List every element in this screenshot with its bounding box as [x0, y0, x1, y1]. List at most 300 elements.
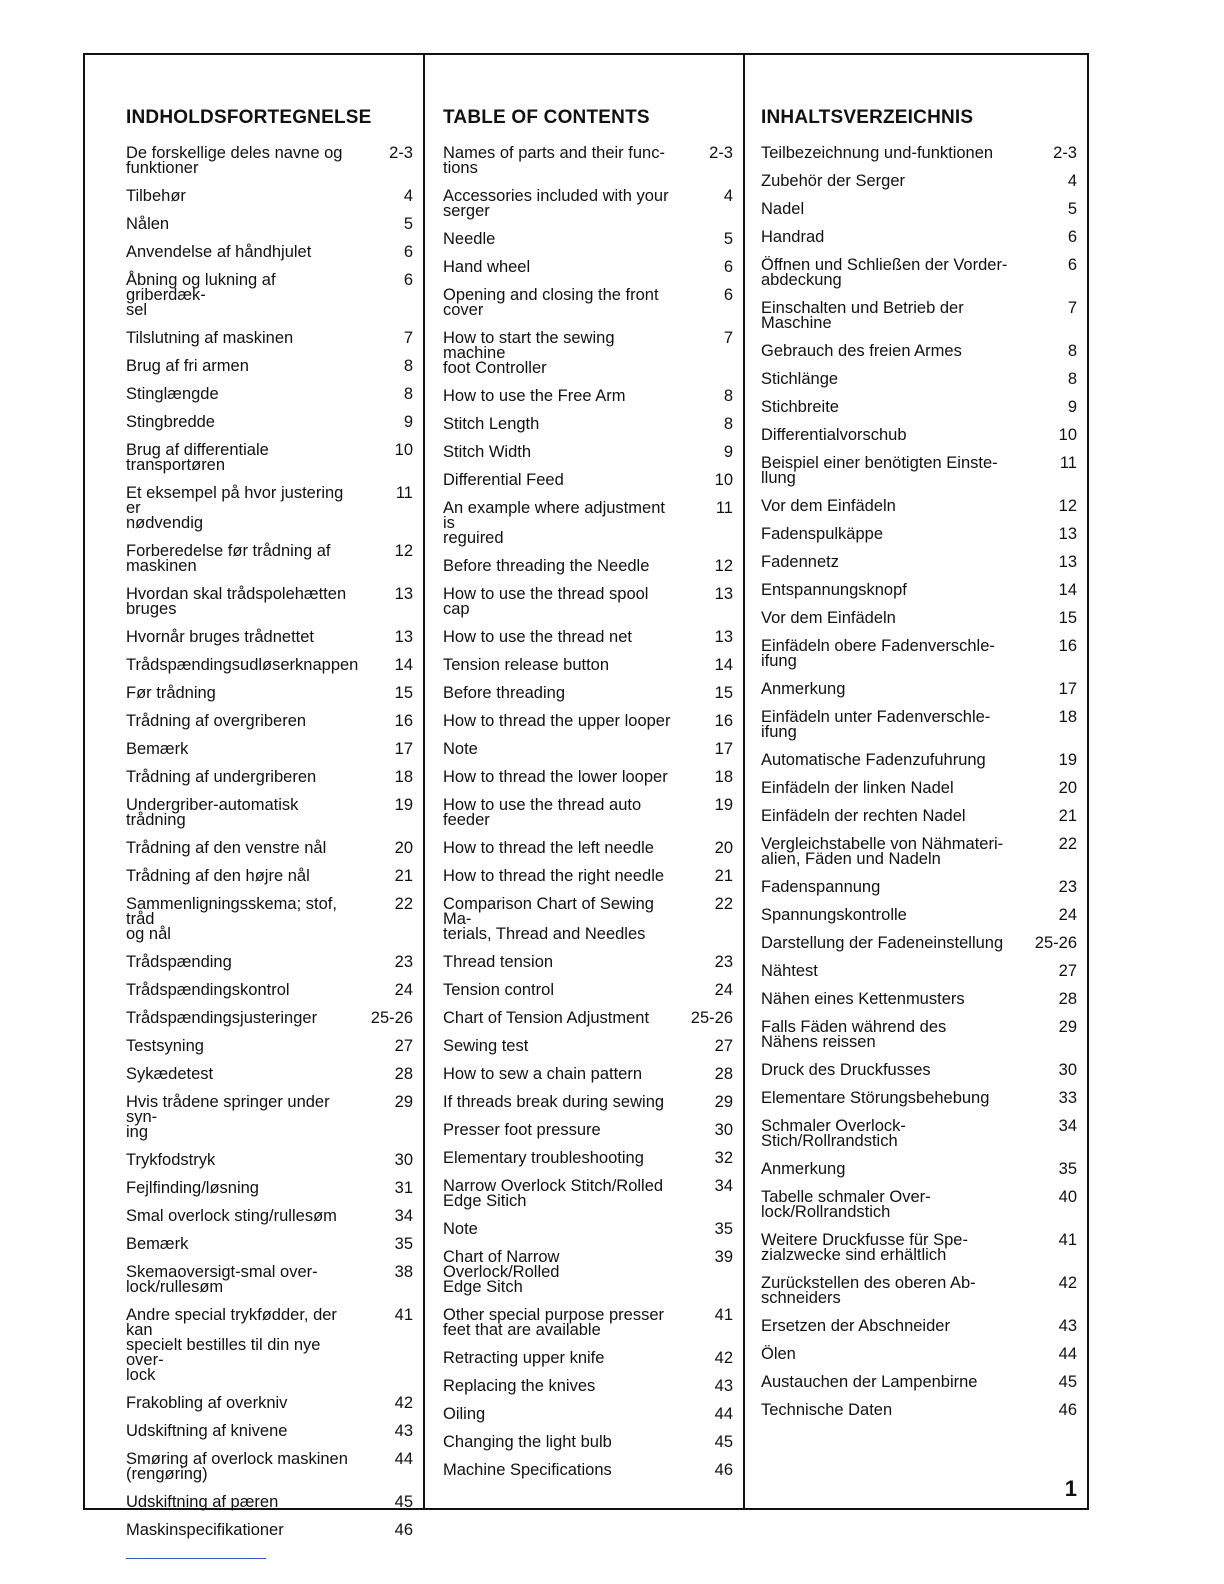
toc-column-german — [745, 55, 1087, 1508]
column-title: TABLE OF CONTENTS — [443, 107, 650, 128]
toc-entry-page: 8 — [723, 387, 733, 405]
toc-entry — [443, 1301, 733, 1344]
toc-entry-title: Trådspænding — [126, 953, 232, 971]
toc-entry-title: Oiling — [443, 1405, 486, 1423]
toc-entry — [443, 225, 733, 253]
toc-entry-page: 8 — [403, 357, 413, 375]
toc-entry-page: 34 — [394, 1207, 413, 1225]
footer-rule — [126, 1558, 266, 1559]
toc-entry-page: 13 — [714, 585, 733, 603]
toc-entry-title: Smøring af overlock maskinen (rengøring) — [126, 1450, 348, 1483]
toc-entry-title: Chart of Narrow Overlock/Rolled Edge Sitch — [443, 1248, 560, 1296]
toc-entry-title: Technische Daten — [761, 1401, 893, 1419]
toc-entry — [761, 873, 1077, 901]
toc-column-english — [425, 55, 745, 1508]
toc-entry — [443, 552, 733, 580]
toc-entry — [126, 1258, 413, 1301]
toc-entry-title: Einfädeln obere Fadenverschle- ifung — [761, 637, 995, 670]
toc-entry-page: 41 — [1058, 1231, 1077, 1249]
toc-entry-title: Retracting upper knife — [443, 1349, 605, 1367]
toc-entry — [126, 679, 413, 707]
toc-entry — [443, 791, 733, 834]
toc-entry-title: Handrad — [761, 228, 825, 246]
toc-entry — [126, 651, 413, 679]
toc-entry-title: Schmaler Overlock- Stich/Rollrandstich — [761, 1117, 906, 1150]
column-title: INHALTSVERZEICHNIS — [761, 107, 974, 128]
toc-entry-title: Trådning af den venstre nål — [126, 839, 327, 857]
toc-entry — [126, 324, 413, 352]
toc-entry-title: Zubehör der Serger — [761, 172, 905, 190]
toc-entry-page: 16 — [394, 712, 413, 730]
toc-entry-page: 2-3 — [389, 144, 413, 162]
toc-entry-page: 29 — [394, 1093, 413, 1111]
toc-entry — [126, 1146, 413, 1174]
toc-entry — [126, 1004, 413, 1032]
toc-entry — [443, 580, 733, 623]
toc-entry — [443, 1032, 733, 1060]
toc-entry-title: Hand wheel — [443, 258, 531, 276]
toc-entry — [126, 1516, 413, 1544]
toc-entry-title: Før trådning — [126, 684, 216, 702]
toc-entry-title: Comparison Chart of Sewing Ma- terials, Thread and Needles — [443, 895, 654, 943]
toc-entry-page: 11 — [715, 499, 733, 517]
toc-entry — [126, 352, 413, 380]
toc-entry — [761, 223, 1077, 251]
toc-entry-title: Chart of Tension Adjustment — [443, 1009, 650, 1027]
toc-entry — [761, 139, 1077, 167]
toc-entry-page: 17 — [394, 740, 413, 758]
toc-entry-page: 28 — [714, 1065, 733, 1083]
toc-entry-page: 20 — [394, 839, 413, 857]
toc-entry — [443, 1372, 733, 1400]
toc-entry — [443, 182, 733, 225]
toc-entry — [761, 393, 1077, 421]
toc-entry-page: 16 — [714, 712, 733, 730]
toc-entry-title: Presser foot pressure — [443, 1121, 601, 1139]
toc-entry-title: Forberedelse før trådning af maskinen — [126, 542, 331, 575]
toc-entry-page: 25-26 — [370, 1009, 413, 1027]
toc-entry-title: Before threading — [443, 684, 566, 702]
toc-entry — [443, 139, 733, 182]
toc-entry — [761, 802, 1077, 830]
toc-entry-page: 14 — [714, 656, 733, 674]
toc-entry — [443, 253, 733, 281]
toc-entry-title: Entspannungsknopf — [761, 581, 907, 599]
toc-entry-title: Maskinspecifikationer — [126, 1521, 284, 1539]
toc-entry-page: 4 — [1067, 172, 1077, 190]
toc-entry — [761, 1056, 1077, 1084]
toc-entry-title: How to sew a chain pattern — [443, 1065, 643, 1083]
toc-entry-page: 12 — [714, 557, 733, 575]
toc-entry-page: 17 — [1058, 680, 1077, 698]
toc-entry-title: Anvendelse af håndhjulet — [126, 243, 312, 261]
toc-entry-page: 21 — [394, 867, 413, 885]
toc-entry-page: 35 — [394, 1235, 413, 1253]
toc-entry-title: Sykædetest — [126, 1065, 214, 1083]
toc-entry-title: Brug af differentiale transportøren — [126, 441, 269, 474]
toc-entry-page: 10 — [1058, 426, 1077, 444]
toc-entry-page: 23 — [1058, 878, 1077, 896]
toc-entry — [761, 195, 1077, 223]
toc-entry — [443, 707, 733, 735]
toc-entry — [443, 948, 733, 976]
toc-entry-page: 25-26 — [1034, 934, 1077, 952]
toc-entry-page: 6 — [403, 243, 413, 261]
toc-entry-page: 22 — [394, 895, 413, 913]
toc-entry-page: 46 — [714, 1461, 733, 1479]
toc-entry-page: 24 — [394, 981, 413, 999]
toc-entry — [126, 1301, 413, 1389]
toc-entry-page: 46 — [1058, 1401, 1077, 1419]
toc-entry — [126, 791, 413, 834]
toc-entry — [126, 623, 413, 651]
toc-entry — [126, 890, 413, 948]
toc-entry-page: 8 — [1067, 370, 1077, 388]
toc-entry-page: 22 — [714, 895, 733, 913]
toc-entry-page: 24 — [714, 981, 733, 999]
toc-entry — [761, 421, 1077, 449]
toc-entry-title: Smal overlock sting/rullesøm — [126, 1207, 337, 1225]
toc-entry — [761, 929, 1077, 957]
toc-entry — [126, 580, 413, 623]
toc-entry — [443, 1215, 733, 1243]
toc-entry-page: 8 — [403, 385, 413, 403]
toc-entry — [126, 1417, 413, 1445]
toc-entry — [443, 862, 733, 890]
toc-entry-title: Andre special trykfødder, der kan specielt bestilles til din nye over- lock — [126, 1306, 337, 1384]
toc-entry-title: How to use the thread net — [443, 628, 632, 646]
toc-entry — [761, 632, 1077, 675]
toc-entry-page: 40 — [1058, 1188, 1077, 1206]
toc-entry-title: Frakobling af overkniv — [126, 1394, 288, 1412]
toc-entry-page: 5 — [1067, 200, 1077, 218]
toc-entry-title: Sewing test — [443, 1037, 529, 1055]
toc-entry-title: Hvordan skal trådspolehætten bruges — [126, 585, 347, 618]
toc-entry-title: Trådning af den højre nål — [126, 867, 310, 885]
toc-entry-title: How to use the thread auto feeder — [443, 796, 642, 829]
toc-entry-page: 12 — [394, 542, 413, 560]
toc-entry-title: An example where adjustment is reguired — [443, 499, 665, 547]
toc-entry-page: 13 — [714, 628, 733, 646]
toc-entry — [443, 1004, 733, 1032]
toc-entry-title: Fadenspannung — [761, 878, 881, 896]
toc-entry-title: Tension control — [443, 981, 554, 999]
toc-entry — [761, 251, 1077, 294]
toc-entry — [126, 210, 413, 238]
toc-entry — [761, 520, 1077, 548]
toc-entry — [761, 1368, 1077, 1396]
toc-entry — [126, 182, 413, 210]
toc-entry — [761, 830, 1077, 873]
toc-entry — [761, 774, 1077, 802]
toc-entry-page: 13 — [394, 585, 413, 603]
toc-entry-title: Udskiftning af knivene — [126, 1422, 288, 1440]
toc-entry-page: 14 — [394, 656, 413, 674]
toc-entry-title: Beispiel einer benötigten Einste- llung — [761, 454, 998, 487]
toc-entry — [443, 466, 733, 494]
toc-entry-title: Darstellung der Fadeneinstellung — [761, 934, 1004, 952]
toc-entry-page: 41 — [394, 1306, 413, 1324]
toc-entry-page: 7 — [1067, 299, 1077, 317]
toc-entry — [443, 976, 733, 1004]
toc-list — [443, 139, 733, 1484]
toc-entry-page: 19 — [394, 796, 413, 814]
toc-entry-page: 9 — [403, 413, 413, 431]
toc-entry-title: Needle — [443, 230, 496, 248]
toc-entry-page: 44 — [714, 1405, 733, 1423]
toc-entry — [126, 1202, 413, 1230]
toc-entry-title: Hvis trådene springer under syn- ing — [126, 1093, 330, 1141]
toc-entry-title: Bemærk — [126, 1235, 189, 1253]
toc-entry-page: 45 — [394, 1493, 413, 1511]
toc-entry — [761, 1084, 1077, 1112]
toc-entry-page: 21 — [1058, 807, 1077, 825]
toc-entry-page: 23 — [394, 953, 413, 971]
toc-entry — [761, 703, 1077, 746]
toc-entry — [761, 492, 1077, 520]
toc-entry-page: 22 — [1058, 835, 1077, 853]
toc-entry-page: 6 — [1067, 256, 1077, 274]
toc-entry — [761, 746, 1077, 774]
toc-entry-page: 39 — [714, 1248, 733, 1266]
toc-entry-page: 4 — [403, 187, 413, 205]
toc-entry-title: Bemærk — [126, 740, 189, 758]
toc-entry — [126, 408, 413, 436]
toc-entry-title: Stitch Width — [443, 443, 532, 461]
toc-entry — [126, 976, 413, 1004]
toc-entry-title: Machine Specifications — [443, 1461, 612, 1479]
toc-entry-page: 5 — [403, 215, 413, 233]
toc-entry — [761, 675, 1077, 703]
toc-entry-page: 30 — [394, 1151, 413, 1169]
toc-entry-page: 2-3 — [1053, 144, 1077, 162]
toc-entry — [126, 1389, 413, 1417]
toc-entry — [761, 365, 1077, 393]
toc-entry-title: Fadenspulkäppe — [761, 525, 884, 543]
toc-entry-page: 31 — [394, 1179, 413, 1197]
toc-entry — [443, 1428, 733, 1456]
toc-entry — [761, 167, 1077, 195]
toc-entry-page: 10 — [394, 441, 413, 459]
toc-entry — [443, 410, 733, 438]
toc-entry — [126, 436, 413, 479]
toc-entry-page: 41 — [714, 1306, 733, 1324]
toc-entry-page: 25-26 — [690, 1009, 733, 1027]
toc-entry-title: How to use the thread spool cap — [443, 585, 649, 618]
toc-entry-title: Tension release button — [443, 656, 610, 674]
toc-entry — [443, 1060, 733, 1088]
toc-entry-page: 29 — [1058, 1018, 1077, 1036]
toc-entry-page: 23 — [714, 953, 733, 971]
toc-entry-page: 20 — [1058, 779, 1077, 797]
toc-entry — [761, 1396, 1077, 1424]
toc-entry-page: 27 — [394, 1037, 413, 1055]
toc-entry-title: Trådspændingsudløserknappen — [126, 656, 359, 674]
toc-entry — [443, 324, 733, 382]
toc-entry-title: Stichlänge — [761, 370, 839, 388]
toc-entry-page: 18 — [394, 768, 413, 786]
toc-entry-page: 18 — [1058, 708, 1077, 726]
toc-entry — [761, 1112, 1077, 1155]
toc-entry-title: De forskellige deles navne og funktioner — [126, 144, 343, 177]
toc-entry-page: 7 — [723, 329, 733, 347]
toc-entry — [443, 494, 733, 552]
toc-entry-page: 35 — [714, 1220, 733, 1238]
toc-entry-page: 7 — [403, 329, 413, 347]
toc-entry — [443, 438, 733, 466]
toc-entry-title: Opening and closing the front cover — [443, 286, 659, 319]
toc-entry-title: Weitere Druckfusse für Spe- zialzwecke sind erhältlich — [761, 1231, 968, 1264]
toc-entry-title: How to thread the lower looper — [443, 768, 668, 786]
toc-entry-page: 34 — [714, 1177, 733, 1195]
toc-entry-title: Other special purpose presser feet that are available — [443, 1306, 665, 1339]
toc-entry-page: 13 — [1058, 525, 1077, 543]
toc-entry-title: Et eksempel på hvor justering er nødvendig — [126, 484, 344, 532]
toc-entry-page: 45 — [1058, 1373, 1077, 1391]
toc-entry-title: Thread tension — [443, 953, 554, 971]
toc-entry — [126, 139, 413, 182]
toc-entry — [443, 382, 733, 410]
toc-entry-title: Anmerkung — [761, 680, 846, 698]
toc-entry-page: 44 — [394, 1450, 413, 1468]
toc-entry — [761, 985, 1077, 1013]
toc-entry — [126, 266, 413, 324]
toc-entry-title: Brug af fri armen — [126, 357, 249, 375]
toc-entry-title: Tilbehør — [126, 187, 186, 205]
toc-entry-title: Fadennetz — [761, 553, 839, 571]
toc-entry-title: Accessories included with your serger — [443, 187, 669, 220]
toc-entry-title: Sammenligningsskema; stof, tråd og nål — [126, 895, 337, 943]
toc-entry-title: Replacing the knives — [443, 1377, 596, 1395]
toc-entry-page: 15 — [1058, 609, 1077, 627]
toc-entry-title: Differentialvorschub — [761, 426, 907, 444]
toc-list — [126, 139, 413, 1544]
toc-entry-page: 11 — [395, 484, 413, 502]
toc-entry-title: Elementary troubleshooting — [443, 1149, 644, 1167]
toc-entry-page: 19 — [714, 796, 733, 814]
toc-entry — [443, 1243, 733, 1301]
toc-entry-page: 4 — [723, 187, 733, 205]
toc-entry — [443, 890, 733, 948]
toc-entry-title: Nålen — [126, 215, 170, 233]
toc-entry-title: Hvornår bruges trådnettet — [126, 628, 315, 646]
toc-entry-page: 16 — [1058, 637, 1077, 655]
toc-entry-page: 18 — [714, 768, 733, 786]
toc-entry-title: Vor dem Einfädeln — [761, 609, 896, 627]
toc-entry — [761, 901, 1077, 929]
toc-entry — [126, 1230, 413, 1258]
toc-entry-page: 32 — [714, 1149, 733, 1167]
toc-entry — [761, 1183, 1077, 1226]
toc-entry — [443, 763, 733, 791]
toc-column-danish — [85, 55, 425, 1539]
toc-entry — [126, 1445, 413, 1488]
toc-entry — [126, 1174, 413, 1202]
toc-entry-title: Trykfodstryk — [126, 1151, 216, 1169]
toc-entry-title: Nadel — [761, 200, 805, 218]
toc-entry-page: 45 — [714, 1433, 733, 1451]
toc-entry — [443, 281, 733, 324]
toc-entry — [126, 238, 413, 266]
toc-entry — [761, 1013, 1077, 1056]
toc-entry-title: If threads break during sewing — [443, 1093, 665, 1111]
toc-entry — [443, 1144, 733, 1172]
toc-entry-page: 20 — [714, 839, 733, 857]
toc-entry-page: 30 — [714, 1121, 733, 1139]
toc-entry-page: 34 — [1058, 1117, 1077, 1135]
toc-entry-title: How to thread the right needle — [443, 867, 665, 885]
toc-entry-title: Åbning og lukning af griberdæk- sel — [126, 271, 276, 319]
toc-entry-page: 15 — [714, 684, 733, 702]
toc-entry-page: 38 — [394, 1263, 413, 1281]
toc-entry-title: Tilslutning af maskinen — [126, 329, 294, 347]
toc-entry-page: 28 — [1058, 990, 1077, 1008]
toc-entry-page: 6 — [723, 286, 733, 304]
toc-entry-title: How to thread the upper looper — [443, 712, 671, 730]
toc-entry-title: Stitch Length — [443, 415, 540, 433]
toc-entry-page: 42 — [394, 1394, 413, 1412]
toc-entry-page: 2-3 — [709, 144, 733, 162]
column-title: INDHOLDSFORTEGNELSE — [126, 107, 372, 128]
toc-entry-page: 6 — [723, 258, 733, 276]
toc-entry-title: Narrow Overlock Stitch/Rolled Edge Sitich — [443, 1177, 664, 1210]
toc-entry-page: 19 — [1058, 751, 1077, 769]
toc-entry — [126, 763, 413, 791]
toc-entry-title: How to thread the left needle — [443, 839, 654, 857]
toc-entry-title: Vergleichstabelle von Nähmateri- alien, Fäden und Nadeln — [761, 835, 1004, 868]
toc-entry-title: Note — [443, 740, 478, 758]
toc-entry-title: Differential Feed — [443, 471, 564, 489]
toc-entry — [443, 651, 733, 679]
toc-entry — [126, 1488, 413, 1516]
toc-entry-page: 27 — [1058, 962, 1077, 980]
toc-entry-page: 42 — [714, 1349, 733, 1367]
toc-entry — [761, 957, 1077, 985]
toc-entry-page: 12 — [1058, 497, 1077, 515]
toc-entry-title: Stinglængde — [126, 385, 219, 403]
toc-entry-title: Ersetzen der Abschneider — [761, 1317, 950, 1335]
toc-entry-page: 11 — [1059, 454, 1077, 472]
toc-entry-page: 6 — [1067, 228, 1077, 246]
toc-entry — [443, 623, 733, 651]
toc-entry — [761, 548, 1077, 576]
toc-entry-page: 46 — [394, 1521, 413, 1539]
toc-entry — [443, 1116, 733, 1144]
toc-entry-title: Ölen — [761, 1345, 796, 1363]
toc-entry-title: Zurückstellen des oberen Ab- schneiders — [761, 1274, 976, 1307]
toc-entry-page: 21 — [714, 867, 733, 885]
toc-entry-page: 43 — [394, 1422, 413, 1440]
toc-entry-page: 44 — [1058, 1345, 1077, 1363]
toc-entry-title: Falls Fäden während des Nähens reissen — [761, 1018, 947, 1051]
toc-entry-title: Note — [443, 1220, 478, 1238]
toc-entry-title: Stingbredde — [126, 413, 215, 431]
toc-entry-title: Trådspændingsjusteringer — [126, 1009, 318, 1027]
toc-entry-title: Druck des Druckfusses — [761, 1061, 931, 1079]
toc-entry-page: 6 — [403, 271, 413, 289]
toc-entry — [761, 1269, 1077, 1312]
toc-entry-title: How to start the sewing machine foot Controller — [443, 329, 615, 377]
toc-entry-page: 24 — [1058, 906, 1077, 924]
toc-entry — [761, 1312, 1077, 1340]
toc-entry-page: 8 — [1067, 342, 1077, 360]
toc-entry — [126, 1088, 413, 1146]
toc-entry-title: Nähtest — [761, 962, 818, 980]
toc-entry-title: Anmerkung — [761, 1160, 846, 1178]
toc-entry-title: Tabelle schmaler Over- lock/Rollrandstich — [761, 1188, 931, 1221]
toc-entry-page: 27 — [714, 1037, 733, 1055]
toc-entry-title: Stichbreite — [761, 398, 839, 416]
